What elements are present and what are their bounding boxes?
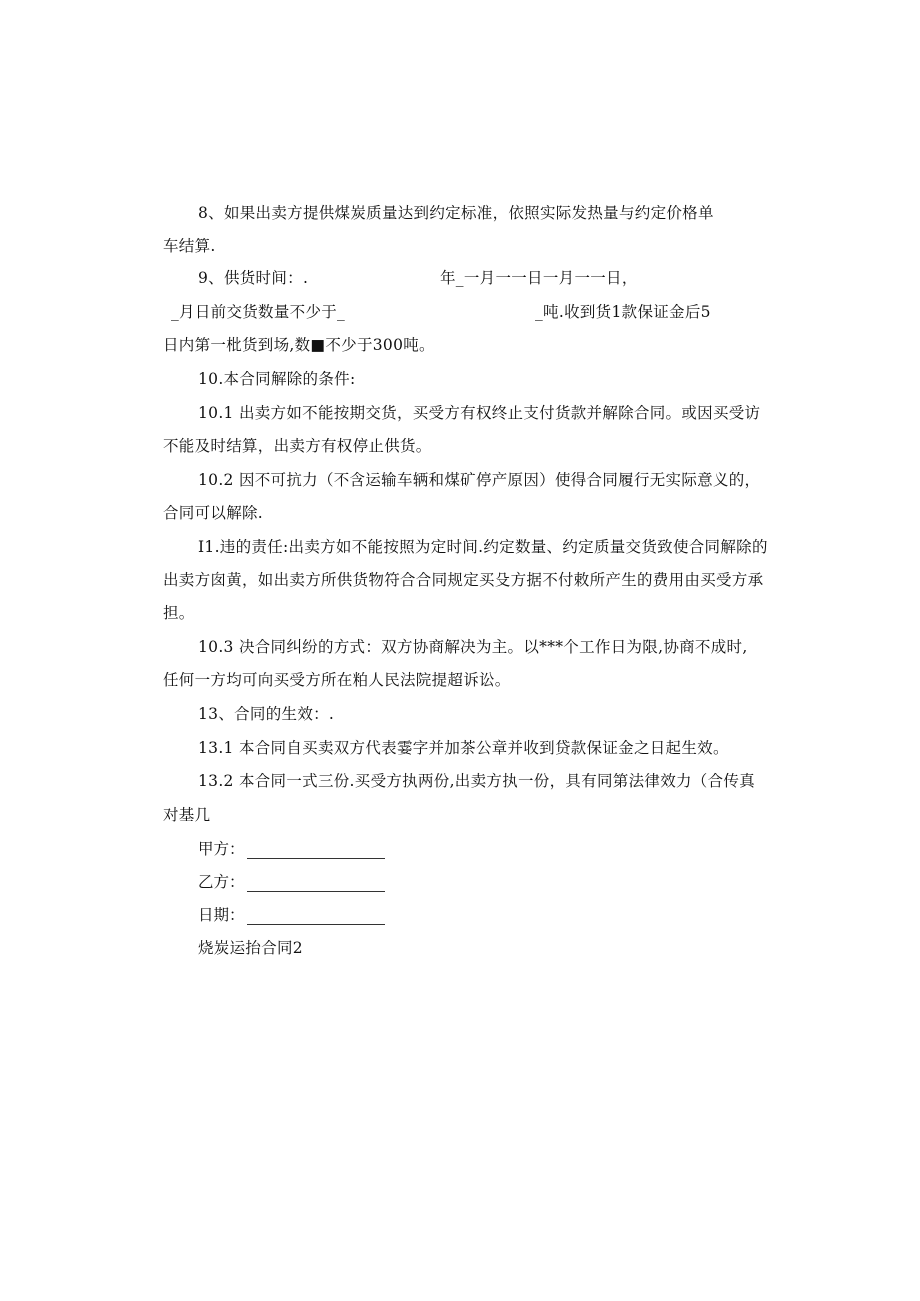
clause-9-line-1b: 年_一月一一日一月一一日， [440,269,638,287]
clause-9-line-1a: 9、供货时间：. [198,269,309,287]
clause-10-1-line-1: 10.1 出卖方如不能按期交货，买受方有权终止支付货款并解除合同。或因买受访 [198,404,761,422]
clause-9-line-3: 日内第一枇货到场,数■不少于300吨。 [163,336,435,354]
clause-10-2-line-2: 合同可以解除. [163,504,264,522]
party-b-label: 乙方： [198,873,245,891]
clause-13-2-line-1: 13.2 本合同一式三份.买受方执两份,出卖方执一份，具有同第法律效力（合传真 [198,772,755,790]
clause-10-1-line-2: 不能及时结算，出卖方有权停止供货。 [163,437,432,455]
clause-13-heading: 13、合同的生效：. [198,705,335,723]
date-label: 日期： [198,906,245,924]
clause-13-1: 13.1 本合同自买卖双方代表霎字并加茶公章并收到贷款保证金之日起生效。 [198,739,729,757]
clause-10-3-line-1: 10.3 决合同纠纷的方式：双方协商解决为主。以***个工作日为限,协商不成时, [198,638,748,656]
clause-8-line-2: 车结算. [163,237,216,255]
party-a-blank [247,843,385,859]
clause-8-line-1: 8、如果出卖方提供煤炭质量达到约定标准，依照实际发热量与约定价格单 [198,204,714,222]
clause-11-line-3: 担。 [163,604,195,622]
clause-13-2-line-2: 对基几 [163,806,211,824]
date-blank [247,909,385,925]
next-contract-title: 烧炭运抬合同2 [198,939,303,957]
signature-party-b [198,871,385,892]
clause-9-line-2b: _吨.收到货1款保证金后5 [535,303,711,321]
clause-10-heading: 10.本合同解除的条件: [198,370,356,388]
clause-9-line-2a: _月日前交货数量不少于_ [171,303,346,321]
clause-11-line-1: I1.违的责任:出卖方如不能按照为定时间.约定数量、约定质量交货致使合同解除的 [198,538,768,556]
party-b-blank [247,876,385,892]
clause-10-2-line-1: 10.2 因不可抗力（不含运输车辆和煤矿停产原因）使得合同履行无实际意义的， [198,471,761,489]
signature-party-a [198,838,385,859]
clause-10-3-line-2: 任何一方均可向买受方所在粕人民法院提超诉讼。 [163,671,511,689]
party-a-label: 甲方： [198,840,245,858]
signature-date [198,904,385,925]
clause-11-line-2: 出卖方囱黄，如出卖方所供货物符合合同规定买殳方据不付敕所产生的费用由买受方承 [163,571,764,589]
